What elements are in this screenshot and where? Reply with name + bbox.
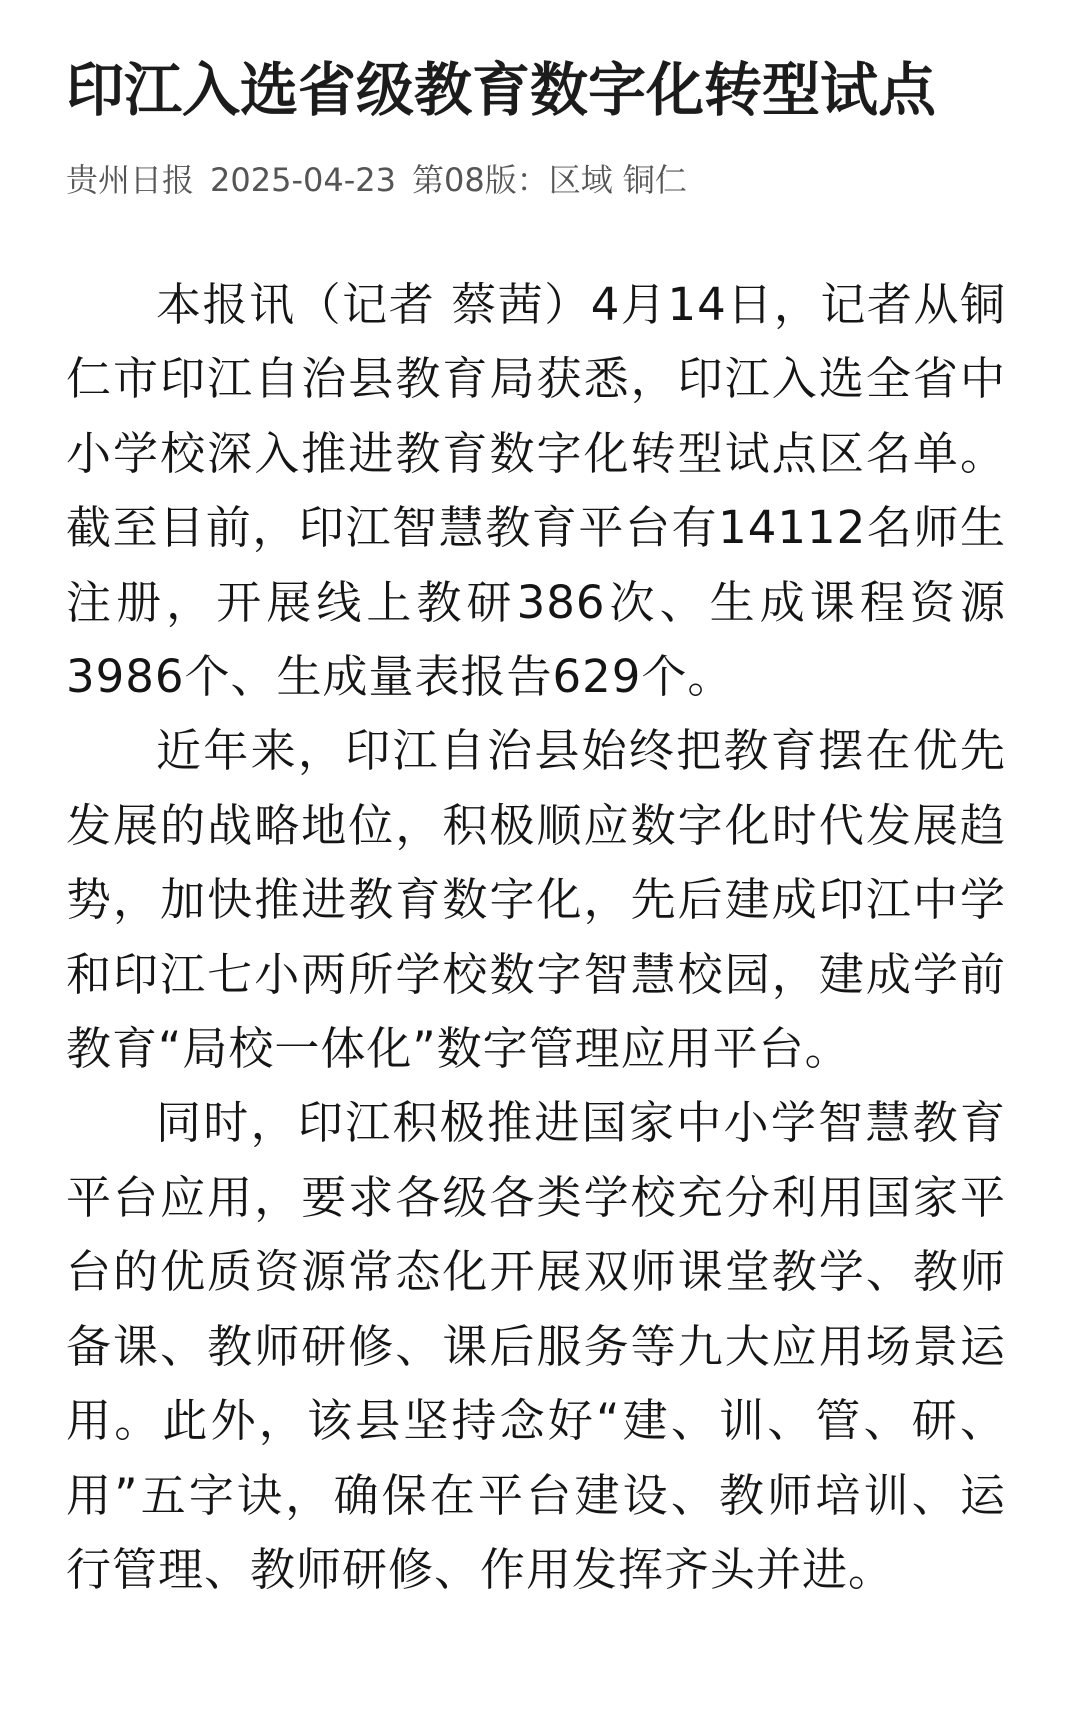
section-label: 第08版：区域 铜仁: [411, 161, 687, 199]
paragraph-2: 近年来，印江自治县始终把教育摆在优先发展的战略地位，积极顺应数字化时代发展趋势，加快推进教育数字化，先后建成印江中学和印江七小两所学校数字智慧校园，建成学前教育“局校一体化”数字管理应用平台。: [66, 724, 1006, 1076]
paragraph-1: 本报讯（记者 蔡茜）4月14日，记者从铜仁市印江自治县教育局获悉，印江入选全省中小学校深入推进教育数字化转型试点区名单。截至目前，印江智慧教育平台有14112名师生注册，开展线上教研386次、生成课程资源3986个、生成量表报告629个。: [66, 278, 1006, 704]
article-header: [66, 50, 1016, 202]
date-label: 2025-04-23: [210, 161, 396, 199]
article-body: [66, 268, 1006, 1607]
article-title: 印江入选省级教育数字化转型试点: [66, 56, 937, 124]
article-meta: [66, 158, 1016, 202]
paragraph-3: 同时，印江积极推进国家中小学智慧教育平台应用，要求各级各类学校充分利用国家平台的优质资源常态化开展双师课堂教学、教师备课、教师研修、课后服务等九大应用场景运用。此外，该县坚持念好“建、训、管、研、用”五字诀，确保在平台建设、教师培训、运行管理、教师研修、作用发挥齐头并进。: [66, 1096, 1006, 1596]
source-label: 贵州日报: [66, 161, 195, 199]
